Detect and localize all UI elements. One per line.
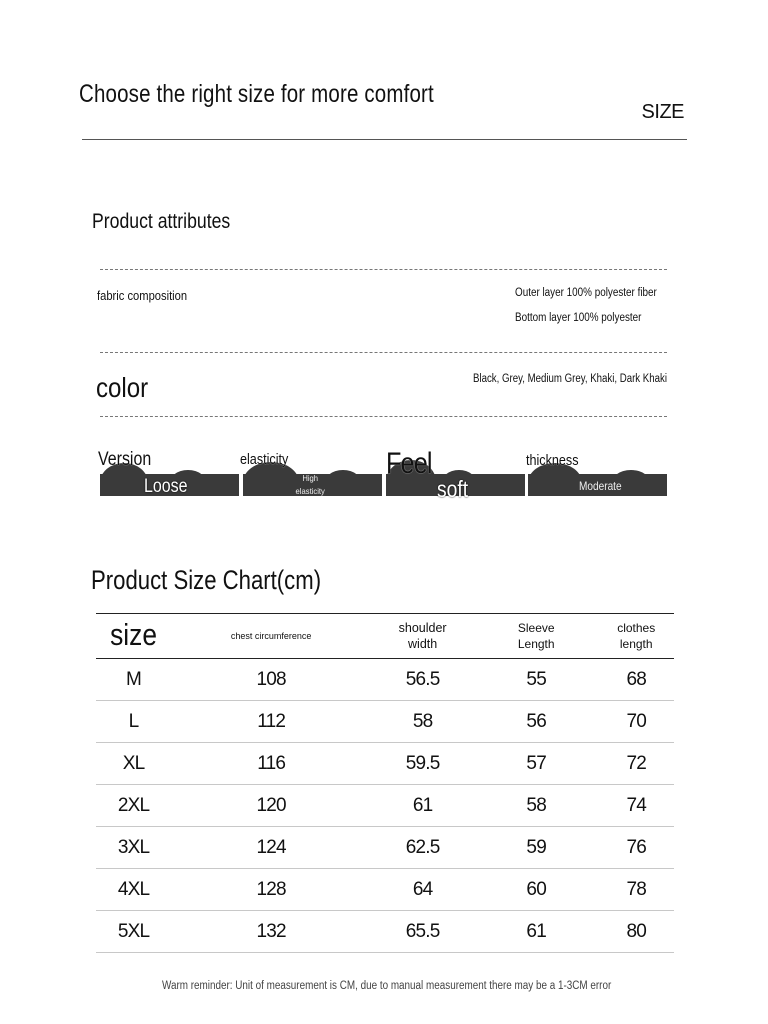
size-chart-table	[96, 613, 674, 953]
color-label: color	[96, 372, 149, 403]
column-header-shoulder: shoulder width	[398, 621, 447, 651]
cell-length: 72	[626, 752, 646, 774]
cell-chest: 132	[256, 920, 286, 942]
rating-name-thickness: thickness	[526, 452, 579, 469]
cell-length: 78	[626, 878, 646, 900]
table-row	[96, 743, 674, 785]
cell-chest: 120	[256, 794, 286, 816]
column-header-size: size	[110, 617, 157, 652]
cell-sleeve: 60	[526, 878, 546, 900]
cell-length: 80	[626, 920, 646, 942]
column-header-chest: chest circumference	[230, 631, 312, 641]
cell-sleeve: 56	[526, 710, 546, 732]
cell-chest: 108	[256, 668, 286, 690]
cell-size: XL	[122, 752, 145, 774]
cell-sleeve: 61	[526, 920, 546, 942]
rating-name-feel: Feel	[386, 447, 432, 480]
table-row	[96, 701, 674, 743]
cell-chest: 124	[256, 836, 286, 858]
cell-chest: 128	[256, 878, 286, 900]
size-chart-header-row	[96, 614, 674, 659]
cell-size: M	[126, 668, 142, 690]
size-chart-title: Product Size Chart(cm)	[91, 565, 322, 595]
cell-chest: 112	[257, 710, 286, 732]
cell-sleeve: 58	[526, 794, 546, 816]
table-row	[96, 911, 674, 953]
cell-size: 2XL	[117, 794, 150, 816]
size-tag: SIZE	[641, 101, 684, 123]
column-header-sleeve: Sleeve Length	[517, 621, 555, 651]
attributes-title: Product attributes	[92, 210, 231, 233]
cell-shoulder: 59.5	[405, 752, 440, 774]
cell-sleeve: 55	[526, 668, 546, 690]
cell-length: 74	[626, 794, 646, 816]
rating-name-version: Version	[98, 449, 152, 470]
table-row	[96, 659, 674, 701]
cell-shoulder: 61	[412, 794, 433, 816]
cell-shoulder: 62.5	[405, 836, 440, 858]
rating-value-thickness: Moderate	[579, 479, 622, 493]
cell-size: 5XL	[117, 920, 150, 942]
measurement-reminder: Warm reminder: Unit of measurement is CM, due to manual measurement there may be a 1-3CM error	[162, 980, 612, 992]
rating-value-feel: soft	[437, 476, 469, 502]
rating-value-elasticity: High elasticity	[295, 473, 325, 496]
table-row	[96, 869, 674, 911]
table-row	[96, 827, 674, 869]
fabric-bottom-layer: Bottom layer 100% polyester	[515, 312, 642, 324]
cell-size: L	[128, 710, 139, 732]
fabric-label: fabric composition	[97, 288, 188, 303]
rating-name-elasticity: elasticity	[240, 451, 289, 468]
cell-length: 68	[626, 668, 646, 690]
cell-size: 4XL	[117, 878, 150, 900]
rating-bump-elasticity	[323, 470, 363, 496]
page-headline: Choose the right size for more comfort	[79, 80, 434, 108]
table-row	[96, 785, 674, 827]
cell-shoulder: 56.5	[405, 668, 440, 690]
cell-chest: 116	[257, 752, 286, 774]
fabric-outer-layer: Outer layer 100% polyester fiber	[515, 287, 657, 299]
color-options: Black, Grey, Medium Grey, Khaki, Dark Khaki	[473, 373, 667, 385]
cell-sleeve: 57	[526, 752, 546, 774]
cell-size: 3XL	[117, 836, 150, 858]
cell-sleeve: 59	[526, 836, 546, 858]
column-header-length: clothes length	[617, 621, 656, 651]
cell-length: 76	[626, 836, 646, 858]
cell-shoulder: 58	[412, 710, 433, 732]
cell-length: 70	[626, 710, 646, 732]
cell-shoulder: 65.5	[405, 920, 440, 942]
cell-shoulder: 64	[412, 878, 433, 900]
rating-value-version: Loose	[144, 476, 188, 497]
